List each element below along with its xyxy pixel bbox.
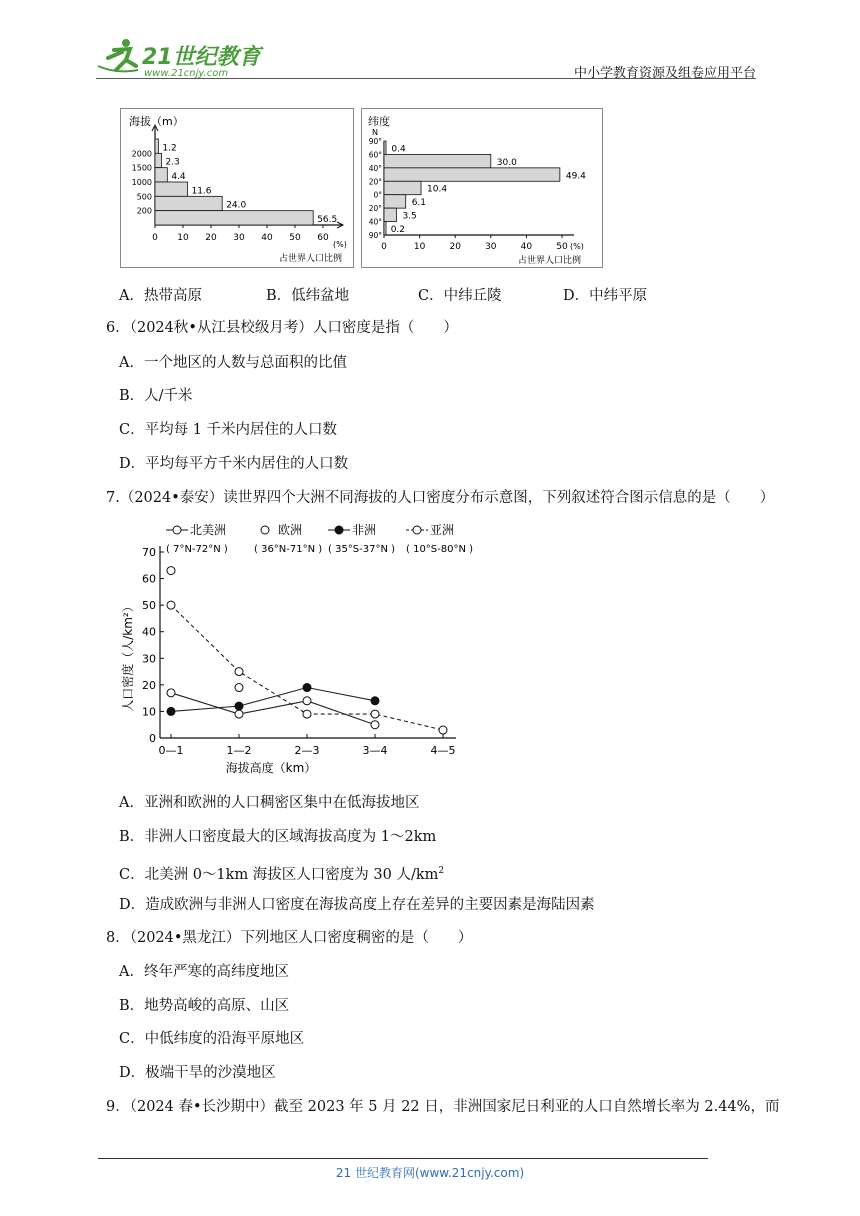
alt-ytick-label: 2000 (131, 149, 152, 159)
lat-ytick-label: 90° (368, 137, 382, 146)
lat-bar-label: 49.4 (565, 171, 586, 182)
alt-bar (155, 153, 161, 167)
runner-icon (98, 39, 138, 71)
data-point-非洲 (303, 684, 311, 692)
alt-bar-label: 56.5 (317, 215, 338, 225)
lat-bar-label: 30.0 (496, 157, 517, 168)
line-ytick-label: 0 (149, 732, 156, 745)
lat-bar (384, 222, 386, 235)
lat-ylabel: 纬度 (368, 115, 390, 128)
q5-option-b[interactable]: B．低纬盆地 (266, 288, 350, 304)
lat-xtick-label: 20 (449, 242, 461, 252)
lat-bar-label: 6.1 (411, 198, 427, 209)
lat-bar (384, 141, 386, 154)
legend-marker (261, 526, 269, 534)
legend-label: 欧洲 (278, 523, 303, 537)
alt-bar (155, 139, 158, 153)
q6-option-b[interactable]: B．人/千米 (119, 388, 193, 404)
data-point-北美洲 (371, 721, 379, 729)
alt-xtick-label: 30 (233, 233, 245, 243)
lat-ytick-label: 20° (368, 177, 382, 187)
line-xlabel: 海拔高度（km） (225, 761, 317, 775)
logo-url: www.21cnjy.com (144, 68, 229, 79)
data-point-北美洲 (303, 697, 311, 705)
lat-xtick-label: 40 (520, 242, 533, 252)
q7-option-c-text: C．北美洲 0～1km 海拔区人口密度为 30 人/km (119, 866, 439, 883)
alt-bar (155, 168, 167, 182)
q9-stem: 9．（2024 春•长沙期中）截至 2023 年 5 月 22 日，非洲国家尼日利亚的人口自然增长率为 2.44%，而 (106, 1099, 780, 1115)
data-point-欧洲 (167, 567, 175, 575)
elevation-density-chart (116, 516, 474, 778)
q7-stem: 7.（2024•泰安）读世界四个大洲不同海拔的人口密度分布示意图，下列叙述符合图示信息的是（ ） (106, 490, 775, 506)
legend-marker (413, 526, 421, 534)
latitude-population-chart (361, 108, 603, 268)
data-point-非洲 (167, 707, 175, 715)
lat-bar (384, 208, 396, 221)
alt-xlabel: 占世界人口比例 (279, 254, 343, 264)
q8-option-c[interactable]: C．中低纬度的沿海平原地区 (119, 1031, 305, 1047)
data-point-欧洲 (235, 684, 243, 692)
alt-xtick-label: 10 (177, 233, 189, 243)
lat-bar (384, 168, 560, 181)
alt-bar-label: 24.0 (226, 200, 247, 211)
line-ytick-label: 10 (142, 705, 156, 719)
alt-bar-label: 1.2 (162, 143, 177, 154)
legend-range: ( 10°S-80°N ) (406, 544, 474, 555)
lat-bar (384, 154, 491, 167)
line-ylabel: 人口密度（人/km²） (121, 600, 135, 712)
q7-option-a[interactable]: A．亚洲和欧洲的人口稠密区集中在低海拔地区 (119, 795, 420, 811)
lat-bar (384, 181, 421, 194)
legend-label: 非洲 (352, 523, 377, 537)
alt-bar-label: 4.4 (171, 172, 186, 182)
legend-label: 亚洲 (430, 523, 455, 537)
data-point-亚洲 (439, 726, 447, 734)
lat-ytick-label: 90° (368, 231, 382, 240)
lat-xtick-label: 0 (381, 242, 387, 252)
alt-bar-label: 2.3 (165, 157, 180, 168)
alt-xtick-label: 0 (152, 233, 158, 243)
alt-bar (155, 182, 187, 196)
line-ytick-label: 20 (142, 678, 156, 692)
data-point-非洲 (235, 702, 243, 710)
lat-ytick-label: 60° (368, 150, 382, 160)
q8-option-d[interactable]: D．极端干旱的沙漠地区 (119, 1065, 276, 1081)
line-xtick-label: 3—4 (362, 744, 388, 757)
data-point-非洲 (371, 697, 379, 705)
alt-ytick-label: 200 (136, 206, 152, 216)
q8-option-b[interactable]: B．地势高峻的高原、山区 (119, 998, 290, 1014)
lat-xtick-label: 10 (413, 242, 426, 252)
lat-ytick-label: 20° (368, 204, 382, 214)
altitude-population-chart (120, 108, 354, 268)
alt-bar (155, 211, 313, 225)
line-ytick-label: 50 (142, 599, 156, 613)
header-rule (96, 78, 756, 79)
data-point-亚洲 (167, 601, 175, 609)
alt-xunit: (%) (333, 240, 347, 249)
alt-bar-label: 11.6 (191, 186, 212, 197)
q6-stem: 6．（2024秋•从江县校级月考）人口密度是指（ ） (106, 320, 458, 336)
data-point-亚洲 (303, 710, 311, 718)
data-point-亚洲 (235, 668, 243, 676)
data-point-北美洲 (235, 710, 243, 718)
q7-option-b[interactable]: B．非洲人口密度最大的区域海拔高度为 1～2km (119, 829, 437, 845)
header-platform-text: 中小学教育资源及组卷应用平台 (573, 66, 756, 81)
lat-bar-label: 10.4 (427, 184, 448, 195)
lat-xtick-label: 30 (485, 242, 497, 252)
line-ytick-label: 60 (142, 572, 156, 586)
data-point-北美洲 (167, 689, 175, 697)
q7-option-d[interactable]: D．造成欧洲与非洲人口密度在海拔高度上存在差异的主要因素是海陆因素 (119, 897, 595, 913)
lat-north-label: N (372, 128, 378, 137)
site-logo (96, 36, 266, 80)
line-xtick-label: 2—3 (294, 744, 320, 757)
lat-ytick-label: 40° (368, 163, 382, 173)
alt-xtick-label: 50 (289, 233, 301, 243)
alt-xtick-label: 40 (261, 233, 273, 243)
legend-marker (335, 526, 343, 534)
line-ytick-label: 40 (142, 625, 156, 639)
q6-option-d[interactable]: D．平均每平方千米内居住的人口数 (119, 456, 349, 472)
alt-ytick-label: 1500 (131, 163, 152, 173)
lat-xlabel: 占世界人口比例 (518, 256, 582, 266)
q6-option-c[interactable]: C．平均每 1 千米内居住的人口数 (119, 422, 338, 438)
logo-text: 21世纪教育 (142, 45, 261, 70)
q7-option-c-sup: 2 (438, 866, 445, 876)
lat-xtick-label: 50 (556, 242, 568, 252)
q6-option-a[interactable]: A．一个地区的人数与总面积的比值 (119, 355, 347, 371)
alt-ytick-label: 1000 (131, 178, 152, 187)
lat-bar-label: 0.2 (390, 225, 406, 235)
q8-stem: 8．（2024•黑龙江）下列地区人口密度稠密的是（ ） (106, 930, 473, 946)
alt-bar (155, 196, 222, 210)
legend-range: ( 7°N-72°N ) (166, 544, 228, 555)
lat-ytick-label: 40° (368, 217, 382, 227)
alt-ytick-label: 500 (136, 192, 152, 202)
legend-marker (173, 526, 181, 534)
line-xtick-label: 0—1 (158, 744, 184, 757)
line-xtick-label: 4—5 (430, 744, 456, 757)
footer-text: 21 世纪教育网(www.21cnjy.com) (335, 1166, 525, 1180)
lat-bar-label: 0.4 (391, 144, 406, 155)
q8-option-a[interactable]: A．终年严寒的高纬度地区 (119, 964, 289, 980)
line-ytick-label: 70 (142, 546, 156, 559)
legend-label: 北美洲 (190, 523, 227, 537)
lat-ytick-label: 0° (373, 190, 382, 200)
q5-option-c[interactable]: C．中纬丘陵 (418, 288, 502, 304)
legend-range: ( 35°S-37°N ) (328, 544, 396, 555)
alt-ylabel: 海拔（m） (129, 115, 184, 128)
q5-option-d[interactable]: D．中纬平原 (563, 288, 648, 304)
q7-option-c[interactable] (119, 861, 444, 885)
lat-bar (384, 195, 406, 208)
footer-rule (98, 1158, 708, 1159)
alt-xtick-label: 20 (205, 233, 217, 243)
legend-range: ( 36°N-71°N ) (254, 544, 323, 555)
data-point-亚洲 (371, 710, 379, 718)
lat-xunit: (%) (570, 242, 584, 251)
q5-option-a[interactable]: A．热带高原 (119, 288, 202, 304)
line-xtick-label: 1—2 (226, 744, 252, 757)
lat-bar-label: 3.5 (402, 211, 417, 222)
alt-xtick-label: 60 (317, 233, 329, 243)
line-ytick-label: 30 (142, 652, 156, 666)
